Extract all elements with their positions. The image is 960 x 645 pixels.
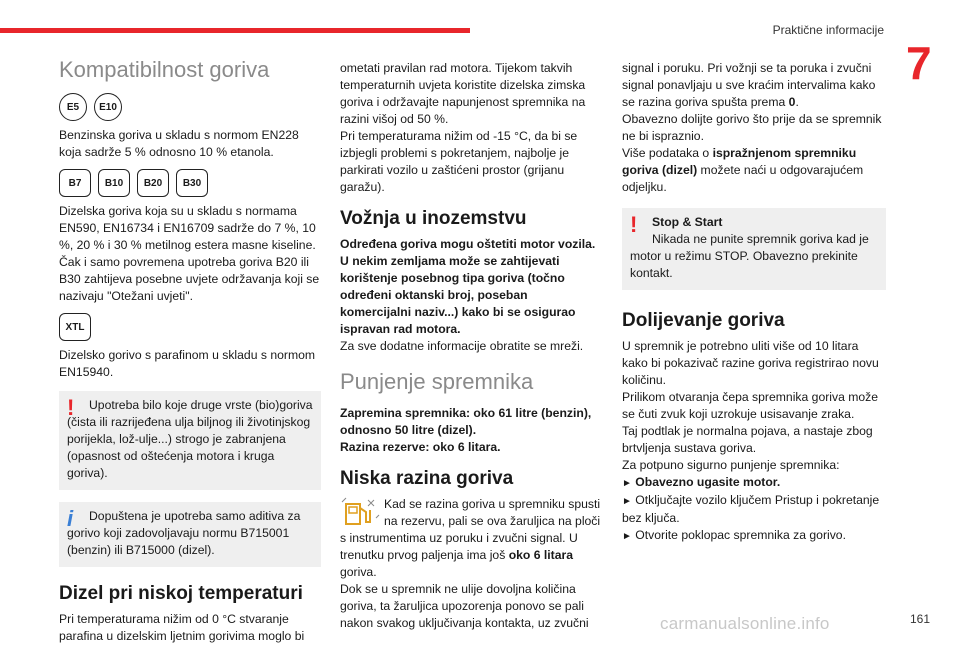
fuel-badge-e10: E10 (94, 93, 122, 121)
diesel-text: Dizelska goriva koja su u skladu s normama EN590, EN16734 i EN16709 sadrže do 7 %, 10 %, 20 % i 30 % metilnog estera masne kiseline. Čak i samo povremena upotreba goriva B20 ili B30 zahtijeva posebne uvjete održavanja koji se nazivaju "Otežani uvjeti". (59, 204, 320, 303)
chapter-number: 7 (906, 37, 932, 89)
abroad-warning-text: Određena goriva mogu oštetiti motor vozila. U nekim zemljama može se zahtijevati korištenje posebnog tipa goriva (točno određeni oktanski broj, poseban komercijalni naziv...) kako bi se osigurao ispravan rad motora. (340, 237, 596, 336)
stop-start-title: Stop & Start (652, 215, 723, 229)
reserve-level: Razina rezerve: oko 6 litara. (340, 440, 501, 454)
diesel-badges (59, 169, 321, 197)
refuel-text-2: Prilikom otvaranja čepa spremnika goriva može se čuti zvuk koji uzrokuje usisavanje zraka. (622, 390, 879, 421)
fuel-badge-b7: B7 (59, 169, 91, 197)
stop-start-note (622, 208, 886, 290)
xtl-badges (59, 313, 321, 341)
section-title-filling: Punjenje spremnika (340, 369, 534, 394)
refuel-soon-text: Obavezno dolijte gorivo što prije da se spremnik ne bi ispraznio. (622, 112, 882, 143)
refuel-step-1: ► Obavezno ugasite motor. (622, 475, 781, 489)
fuel-badge-b20: B20 (137, 169, 169, 197)
warning-icon: ! (630, 212, 638, 237)
section-title-refuel: Dolijevanje goriva (622, 310, 785, 331)
refuel-text-1: U spremnik je potrebno uliti više od 10 litara kako bi pokazivač razine goriva registrirao novu količinu. (622, 339, 879, 387)
cold-diesel-text: Pri temperaturama nižim od 0 °C stvaranje parafina u dizelskim ljetnim gorivima moglo bi (59, 612, 305, 643)
column-3 (622, 60, 886, 545)
petrol-text: Benzinska goriva u skladu s normom EN228 koja sadrže 5 % odnosno 10 % etanola. (59, 128, 299, 159)
low-fuel-cont-b: 0 (788, 95, 796, 109)
cold-diesel-continued-2: Pri temperaturama nižim od -15 °C, da bi se izbjegli problemi s pokretanjem, najbolje je parkirati vozilo u zaštićeni prostor (grijanu garažu). (340, 129, 578, 194)
section-title-low-fuel: Niska razina goriva (340, 468, 514, 489)
low-fuel-cont-a: signal i poruku. Pri vožnji se ta poruka i zvučni signal ponavljaju u sve kraćim intervalima kako se razina goriva spušta prema (622, 61, 876, 109)
info-text: Dopuštena je upotreba samo aditiva za gorivo koji zadovoljavaju normu B715001 (benzin) ili B715000 (dizel). (67, 509, 301, 557)
low-fuel-text-2: Dok se u spremnik ne ulije dovoljna količina goriva, ta žaruljica upozorenja ponovo se pali nakon svakog uključivanja kontakta, uz zvučni (340, 582, 589, 630)
low-fuel-text-c: goriva. (340, 565, 377, 579)
column-2 (340, 60, 602, 632)
low-fuel-text-b: oko 6 litara (508, 548, 574, 562)
xtl-text: Dizelsko gorivo s parafinom u skladu s normom EN15940. (59, 348, 316, 379)
running-header: Praktične informacije (772, 23, 884, 37)
warning-note (59, 391, 321, 490)
arrow-icon: ► (622, 478, 632, 489)
petrol-badges (59, 93, 321, 121)
low-fuel-cont-c: . (795, 95, 799, 109)
arrow-icon: ► (622, 531, 632, 542)
refuel-step-3: ► Otvorite poklopac spremnika za gorivo. (622, 528, 846, 542)
section-title-compatibility: Kompatibilnost goriva (59, 57, 270, 82)
tank-capacity: Zapremina spremnika: oko 61 litre (benzin), odnosno 50 litre (dizel). (340, 406, 592, 437)
stop-start-text: Nikada ne punite spremnik goriva kad je motor u režimu STOP. Obavezno prekinite kontakt. (630, 232, 869, 280)
more-info-c: možete naći u odgovarajućem odjeljku. (622, 163, 864, 194)
fuel-pump-icon (340, 496, 380, 528)
watermark: carmanualsonline.info (660, 614, 830, 633)
info-note (59, 502, 321, 567)
refuel-step-2: ► Otključajte vozilo ključem Pristup i pokretanje bez ključa. (622, 493, 880, 525)
warning-icon: ! (67, 395, 75, 420)
refuel-text-3: Taj podtlak je normalna pojava, a nastaje zbog brtvljenja sustava goriva. (622, 424, 873, 455)
page-number: 161 (909, 612, 930, 626)
low-fuel-text-a: Kad se razina goriva u spremniku spusti na rezervu, pali se ova žaruljica na ploči s instrumentima uz poruku i zvučni signal. U trenutku prvog paljenja ima još (340, 497, 601, 562)
more-info-b: ispražnjenom spremniku goriva (dizel) (622, 146, 857, 177)
abroad-text: Za sve dodatne informacije obratite se mreži. (340, 339, 584, 353)
fuel-badge-b10: B10 (98, 169, 130, 197)
fuel-badge-xtl: XTL (59, 313, 91, 341)
column-1 (59, 57, 321, 645)
section-title-cold-diesel: Dizel pri niskoj temperaturi (59, 583, 303, 604)
arrow-icon: ► (622, 496, 632, 507)
more-info-a: Više podataka o (622, 146, 713, 160)
warning-text: Upotreba bilo koje druge vrste (bio)goriva (čista ili razrijeđena ulja biljnog ili životinjskog porijekla, lož-ulje...) strogo je zabranjena (opasnost od oštećenja motora i kruga goriva). (67, 398, 313, 480)
cold-diesel-continued: ometati pravilan rad motora. Tijekom takvih temperaturnih uvjeta koristite dizelska zimska goriva i održavajte napunjenost spremnika na razini višoj od 50 %. (340, 61, 586, 126)
header-accent-bar (0, 28, 470, 33)
fuel-badge-e5: E5 (59, 93, 87, 121)
fuel-badge-b30: B30 (176, 169, 208, 197)
info-icon: i (67, 506, 74, 531)
refuel-text-4: Za potpuno sigurno punjenje spremnika: (622, 458, 840, 472)
section-title-abroad: Vožnja u inozemstvu (340, 208, 527, 229)
